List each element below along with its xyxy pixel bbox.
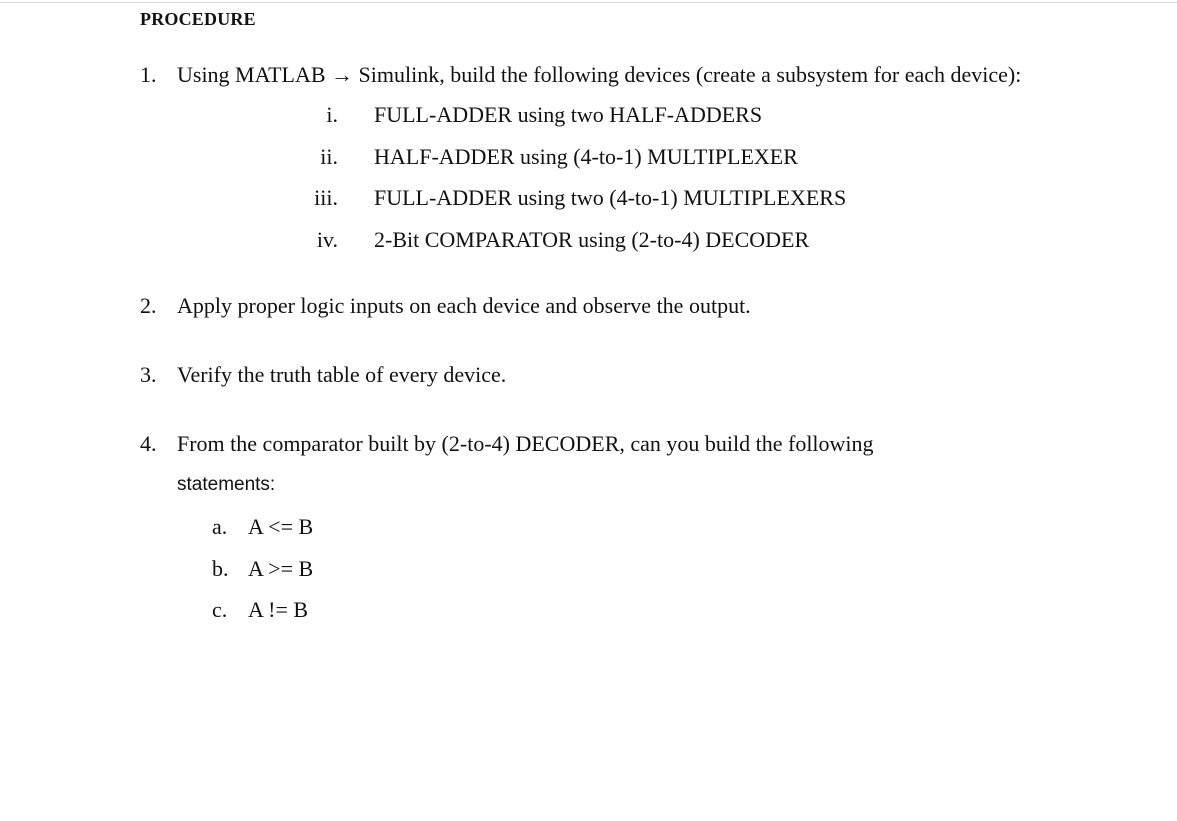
- step-4-subitem-c-marker: c.: [212, 597, 228, 622]
- step-1-subitem-iv-text: 2-Bit COMPARATOR using (2-to-4) DECODER: [374, 227, 810, 252]
- step-1-subitem-iii-marker: iii.: [314, 185, 338, 210]
- section-heading: PROCEDURE: [140, 9, 256, 29]
- step-4-subitem-b-text: A >= B: [248, 556, 314, 581]
- step-1-number: 1.: [140, 62, 157, 87]
- step-2-number: 2.: [140, 293, 157, 318]
- step-1-subitem-i-text: FULL-ADDER using two HALF-ADDERS: [374, 102, 763, 127]
- step-4-continuation: statements:: [177, 474, 276, 495]
- step-4-text: From the comparator built by (2-to-4) DECODER, can you build the following: [177, 431, 874, 456]
- top-divider: [0, 2, 1177, 3]
- step-3-text: Verify the truth table of every device.: [177, 362, 507, 387]
- step-4-subitem-c-text: A != B: [248, 597, 309, 622]
- step-3-number: 3.: [140, 362, 157, 387]
- step-1-subitem-ii-marker: ii.: [320, 144, 338, 169]
- step-1-subitem-ii-text: HALF-ADDER using (4-to-1) MULTIPLEXER: [374, 144, 798, 169]
- step-1-subitem-iv-marker: iv.: [316, 227, 338, 252]
- step-2-text: Apply proper logic inputs on each device and observe the output.: [177, 293, 751, 318]
- step-4-number: 4.: [140, 431, 157, 456]
- step-4-subitem-b-marker: b.: [212, 556, 229, 581]
- step-1-text: Using MATLAB → Simulink, build the following devices (create a subsystem for each device):: [177, 62, 1022, 87]
- step-1-subitem-i-marker: i.: [326, 102, 338, 127]
- step-4-subitem-a-marker: a.: [212, 514, 228, 539]
- step-1-subitem-iii-text: FULL-ADDER using two (4-to-1) MULTIPLEXERS: [374, 185, 847, 210]
- step-4-subitem-a-text: A <= B: [248, 514, 314, 539]
